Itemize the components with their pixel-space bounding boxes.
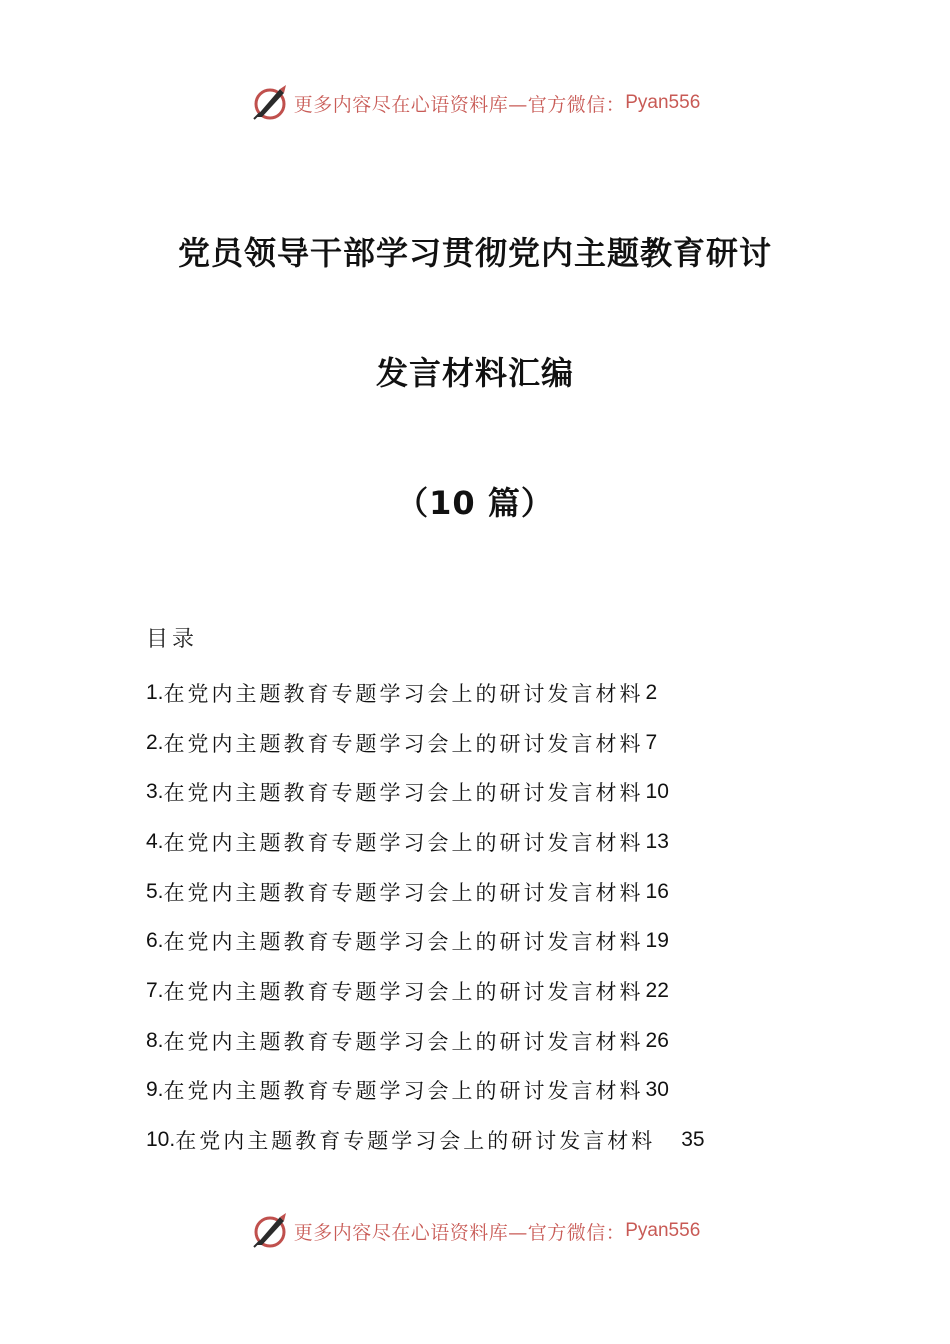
toc-item-number: 2. (146, 730, 164, 754)
wechat-id: Pyan556 (625, 1220, 701, 1241)
toc-item-title: 在党内主题教育专题学习会上的研讨发言材料 (163, 731, 644, 756)
document-title-line1: 党员领导干部学习贯彻党内主题教育研讨 (177, 234, 772, 272)
toc-heading: 目录 (146, 627, 199, 652)
toc-item[interactable] (146, 916, 766, 966)
toc-item-title: 在党内主题教育专题学习会上的研讨发言材料 (163, 1079, 644, 1104)
toc-item-title: 在党内主题教育专题学习会上的研讨发言材料 (163, 979, 644, 1004)
toc-item[interactable] (146, 867, 766, 917)
toc-item-title: 在党内主题教育专题学习会上的研讨发言材料 (163, 681, 644, 706)
footer-banner (0, 1206, 950, 1256)
toc-item-title: 在党内主题教育专题学习会上的研讨发言材料 (163, 830, 644, 855)
toc-item-page: 30 (645, 1078, 669, 1102)
toc-item-page: 7 (645, 730, 658, 754)
header-banner (0, 78, 950, 128)
toc-item-number: 5. (146, 879, 164, 903)
toc-item[interactable] (146, 1016, 766, 1066)
toc-item-title: 在党内主题教育专题学习会上的研讨发言材料 (175, 1129, 656, 1154)
toc-item-number: 4. (146, 829, 164, 853)
toc-item-title: 在党内主题教育专题学习会上的研讨发言材料 (163, 781, 644, 806)
toc-item-number: 6. (146, 929, 164, 953)
toc-item-page: 10 (645, 780, 669, 804)
toc-item[interactable] (146, 817, 766, 867)
toc-item-page: 22 (645, 978, 669, 1002)
toc-item-number: 7. (146, 978, 164, 1002)
document-title-line2: 发言材料汇编 (375, 354, 574, 392)
toc-item-page: 13 (645, 829, 669, 853)
toc-item[interactable] (146, 1066, 766, 1116)
toc-item-page: 35 (681, 1128, 705, 1152)
wechat-id: Pyan556 (625, 92, 701, 113)
banner-text: 更多内容尽在心语资料库—官方微信： (293, 93, 626, 116)
toc-item-title: 在党内主题教育专题学习会上的研讨发言材料 (163, 1029, 644, 1054)
banner-text: 更多内容尽在心语资料库—官方微信： (293, 1221, 626, 1244)
toc-item[interactable] (146, 718, 766, 768)
toc-item-number: 3. (146, 780, 164, 804)
toc-item-page: 26 (645, 1028, 669, 1052)
quill-logo-icon (250, 1211, 290, 1251)
toc-item-page: 19 (645, 929, 669, 953)
quill-logo-icon (250, 83, 290, 123)
toc-item-number: 10. (146, 1128, 176, 1152)
toc-item-number: 8. (146, 1028, 164, 1052)
document-title-count: （10 篇） (396, 484, 554, 522)
toc-item[interactable] (146, 767, 766, 817)
toc-item-title: 在党内主题教育专题学习会上的研讨发言材料 (163, 880, 644, 905)
toc-item-title: 在党内主题教育专题学习会上的研讨发言材料 (163, 930, 644, 955)
toc-item[interactable] (146, 966, 766, 1016)
toc-item-page: 2 (645, 680, 658, 704)
table-of-contents (146, 668, 766, 1165)
toc-item[interactable] (146, 668, 766, 718)
toc-item-number: 1. (146, 680, 164, 704)
toc-item-page: 16 (645, 879, 669, 903)
toc-item[interactable] (146, 1115, 766, 1165)
toc-item-number: 9. (146, 1078, 164, 1102)
